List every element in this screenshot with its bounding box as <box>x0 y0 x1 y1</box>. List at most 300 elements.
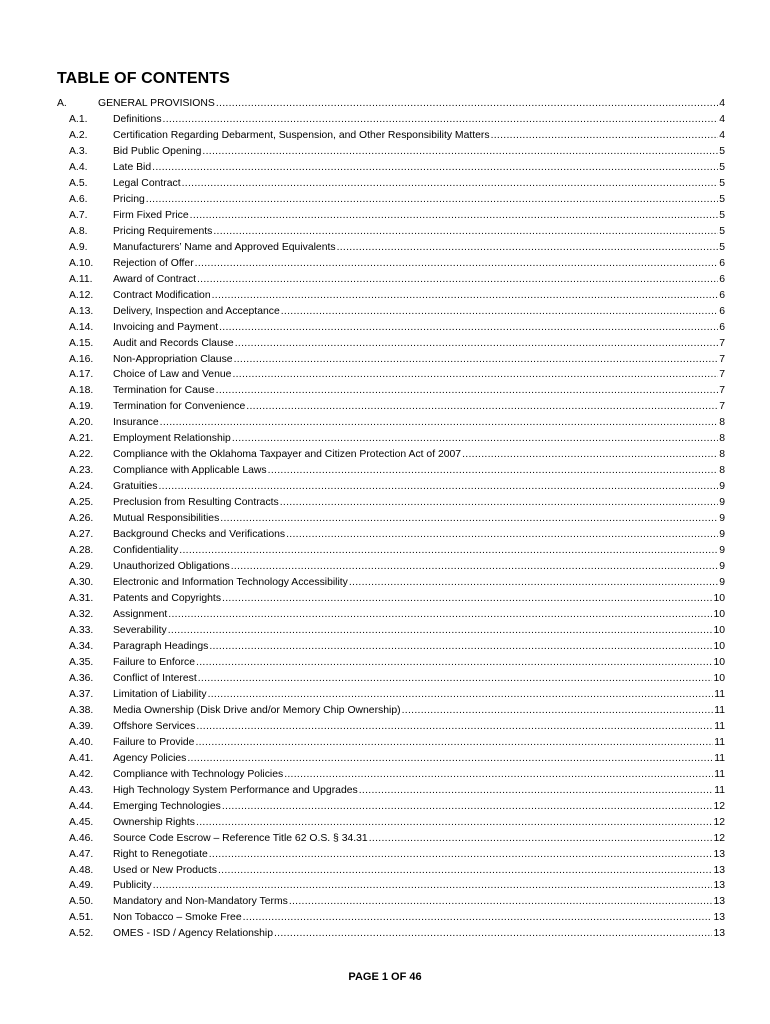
toc-entry <box>113 367 725 383</box>
toc-entry-page: 4 <box>719 98 725 109</box>
toc-entry-page: 10 <box>713 624 725 636</box>
toc-entry-label: Legal Contract <box>113 177 181 189</box>
toc-entry-label: Unauthorized Obligations <box>113 561 230 573</box>
dot-leader <box>274 926 712 942</box>
toc-entry <box>113 671 725 687</box>
toc-entry <box>113 415 725 431</box>
toc-entry <box>113 607 725 623</box>
toc-entry-page: 11 <box>714 768 725 780</box>
toc-entry-label: Late Bid <box>113 161 152 173</box>
toc-entry <box>98 96 725 112</box>
toc-entry-page: 11 <box>714 784 725 796</box>
toc-entry-number: A.4. <box>69 161 88 173</box>
dot-leader <box>196 815 712 831</box>
toc-entry-page: 7 <box>719 385 725 397</box>
toc-list <box>57 96 725 942</box>
toc-entry-label: Audit and Records Clause <box>113 337 234 349</box>
toc-entry-number: A.32. <box>69 609 94 620</box>
toc-entry-label: Agency Policies <box>113 752 187 764</box>
toc-entry <box>113 224 725 240</box>
dot-leader <box>196 655 712 671</box>
toc-entry-label: Choice of Law and Venue <box>113 369 232 381</box>
toc-entry <box>113 112 725 128</box>
toc-entry-row <box>57 639 725 655</box>
dot-leader <box>168 623 713 639</box>
toc-entry-number: A.46. <box>69 832 94 844</box>
toc-entry-page: 9 <box>719 529 725 541</box>
toc-entry-page: 13 <box>713 912 725 924</box>
dot-leader <box>153 878 713 894</box>
toc-entry-row <box>57 687 725 703</box>
dot-leader <box>213 224 718 240</box>
toc-entry-page: 4 <box>719 129 725 141</box>
toc-section-row <box>57 96 725 112</box>
toc-entry-row <box>57 112 725 128</box>
toc-entry-number: A.31. <box>69 593 94 605</box>
toc-entry <box>113 910 725 926</box>
toc-entry-page: 4 <box>719 113 725 125</box>
toc-entry-row <box>57 767 725 783</box>
toc-entry <box>113 288 725 304</box>
toc-entry-page: 11 <box>714 704 725 716</box>
toc-entry-label: Preclusion from Resulting Contracts <box>113 497 279 509</box>
toc-entry-row <box>57 192 725 208</box>
toc-entry-page: 9 <box>719 497 725 509</box>
toc-entry <box>113 160 725 176</box>
dot-leader <box>402 703 714 719</box>
toc-entry-row <box>57 336 725 352</box>
toc-entry-row <box>57 543 725 559</box>
toc-entry-label: Assignment <box>113 609 168 620</box>
toc-entry-number: A.11. <box>69 273 93 285</box>
dot-leader <box>280 495 718 511</box>
dot-leader <box>231 559 719 575</box>
toc-entry-number: A.25. <box>69 497 94 509</box>
toc-entry <box>113 256 725 272</box>
toc-entry-page: 8 <box>719 417 725 429</box>
toc-entry-label: Limitation of Liability <box>113 688 207 700</box>
toc-entry <box>113 719 725 735</box>
toc-entry-row <box>57 352 725 368</box>
dot-leader <box>286 527 718 543</box>
toc-entry <box>113 799 725 815</box>
toc-entry <box>113 176 725 192</box>
toc-entry-row <box>57 527 725 543</box>
toc-entry-row <box>57 399 725 415</box>
toc-entry-page: 7 <box>719 337 725 349</box>
toc-entry-label: Gratuities <box>113 481 158 493</box>
dot-leader <box>168 607 712 623</box>
toc-entry <box>113 703 725 719</box>
toc-entry-label: Offshore Services <box>113 720 196 732</box>
toc-entry-page: 8 <box>719 449 725 461</box>
toc-entry <box>113 863 725 879</box>
toc-entry-page: 9 <box>719 481 725 493</box>
toc-entry-row <box>57 591 725 607</box>
dot-leader <box>160 415 719 431</box>
toc-entry-row <box>57 256 725 272</box>
toc-entry-label: Delivery, Inspection and Acceptance <box>113 305 280 317</box>
dot-leader <box>232 431 718 447</box>
toc-entry-number: A.47. <box>69 848 94 860</box>
toc-entry-row <box>57 224 725 240</box>
toc-entry <box>113 831 725 847</box>
toc-entry-page: 9 <box>719 561 725 573</box>
toc-entry <box>113 495 725 511</box>
toc-entry <box>113 272 725 288</box>
toc-entry <box>113 847 725 863</box>
toc-entry-number: A.23. <box>69 465 94 477</box>
toc-entry-page: 7 <box>719 353 725 365</box>
dot-leader <box>462 447 718 463</box>
toc-entry-row <box>57 623 725 639</box>
dot-leader <box>179 543 718 559</box>
toc-entry-number: A.9. <box>69 241 88 253</box>
dot-leader <box>369 831 713 847</box>
toc-entry-label: Employment Relationship <box>113 433 231 445</box>
toc-entry-number: A.30. <box>69 577 94 589</box>
toc-entry <box>113 655 725 671</box>
toc-entry-row <box>57 320 725 336</box>
toc-entry-row <box>57 447 725 463</box>
toc-entry-label: Termination for Convenience <box>113 401 246 413</box>
toc-entry-page: 13 <box>713 896 725 908</box>
toc-entry <box>113 591 725 607</box>
toc-entry-row <box>57 926 725 942</box>
toc-entry-label: Severability <box>113 624 167 636</box>
toc-entry-label: Bid Public Opening <box>113 145 202 157</box>
toc-entry-number: A.42. <box>69 768 94 780</box>
dot-leader <box>281 304 718 320</box>
toc-entry-number: A.51. <box>69 912 94 924</box>
toc-entry-number: A.38. <box>69 704 94 716</box>
dot-leader <box>209 639 712 655</box>
toc-entry-number: A.49. <box>69 880 94 892</box>
toc-entry <box>113 767 725 783</box>
toc-entry-number: A.6. <box>69 193 88 205</box>
toc-entry-number: A.7. <box>69 209 88 221</box>
toc-entry-number: A.3. <box>69 145 88 157</box>
page-number-footer: PAGE 1 OF 46 <box>348 971 422 983</box>
toc-entry-number: A.1. <box>69 113 88 125</box>
toc-entry-number: A.10. <box>69 257 94 269</box>
toc-entry-number: A.20. <box>69 417 94 429</box>
toc-entry-page: 10 <box>713 609 725 620</box>
toc-entry-number: A.37. <box>69 688 94 700</box>
toc-entry-page: 5 <box>719 241 725 253</box>
toc-entry <box>113 431 725 447</box>
dot-leader <box>197 272 718 288</box>
dot-leader <box>190 208 719 224</box>
toc-entry-page: 12 <box>713 816 725 828</box>
dot-leader <box>232 367 718 383</box>
toc-entry-page: 9 <box>719 513 725 525</box>
toc-entry <box>113 511 725 527</box>
toc-entry-label: Definitions <box>113 113 162 125</box>
toc-entry-row <box>57 783 725 799</box>
toc-entry-row <box>57 799 725 815</box>
toc-entry-page: 13 <box>713 848 725 860</box>
toc-entry-page: 11 <box>714 736 725 748</box>
toc-entry-label: Manufacturers’ Name and Approved Equivalents <box>113 241 336 253</box>
toc-entry <box>113 336 725 352</box>
toc-entry-label: Insurance <box>113 417 159 429</box>
toc-entry-number: A.28. <box>69 545 94 557</box>
toc-entry <box>113 399 725 415</box>
toc-entry-page: 6 <box>719 305 725 317</box>
toc-entry-label: Conflict of Interest <box>113 672 197 684</box>
toc-entry <box>113 463 725 479</box>
toc-entry <box>113 894 725 910</box>
toc-entry-row <box>57 607 725 623</box>
toc-entry <box>113 575 725 591</box>
toc-title: TABLE OF CONTENTS <box>57 70 230 87</box>
toc-entry-label: Rejection of Offer <box>113 257 194 269</box>
toc-entry-label: Failure to Provide <box>113 736 195 748</box>
toc-entry-label: Failure to Enforce <box>113 656 196 668</box>
dot-leader <box>158 479 718 495</box>
toc-entry-row <box>57 735 725 751</box>
toc-entry-number: A. <box>57 98 67 109</box>
dot-leader <box>222 591 712 607</box>
dot-leader <box>235 336 719 352</box>
toc-entry <box>113 447 725 463</box>
toc-entry-page: 10 <box>713 593 725 605</box>
toc-entry-label: Mandatory and Non-Mandatory Terms <box>113 896 288 908</box>
toc-entry-page: 9 <box>719 545 725 557</box>
toc-entry-number: A.40. <box>69 736 94 748</box>
toc-entry-row <box>57 479 725 495</box>
toc-entry <box>113 926 725 942</box>
toc-entry <box>113 352 725 368</box>
dot-leader <box>284 767 713 783</box>
toc-entry-label: Certification Regarding Debarment, Suspension, and Other Responsibility Matters <box>113 129 490 141</box>
toc-entry-number: A.44. <box>69 800 94 812</box>
toc-entry-number: A.34. <box>69 640 94 652</box>
toc-entry <box>113 527 725 543</box>
toc-entry-page: 13 <box>713 928 725 940</box>
toc-entry-page: 11 <box>714 752 725 764</box>
toc-entry-row <box>57 463 725 479</box>
toc-entry-number: A.13. <box>69 305 94 317</box>
toc-entry-label: Publicity <box>113 880 152 892</box>
dot-leader <box>268 463 719 479</box>
toc-entry-page: 11 <box>714 720 725 732</box>
toc-entry-number: A.5. <box>69 177 88 189</box>
toc-entry-label: Award of Contract <box>113 273 196 285</box>
toc-entry-page: 5 <box>719 225 725 237</box>
toc-entry <box>113 543 725 559</box>
toc-entry-page: 8 <box>719 433 725 445</box>
toc-entry-number: A.45. <box>69 816 94 828</box>
toc-entry-page: 8 <box>719 465 725 477</box>
toc-entry-page: 9 <box>719 577 725 589</box>
toc-entry-label: GENERAL PROVISIONS <box>98 98 215 109</box>
toc-entry-row <box>57 910 725 926</box>
toc-entry-number: A.19. <box>69 401 94 413</box>
toc-entry-label: Used or New Products <box>113 864 217 876</box>
toc-entry-page: 11 <box>714 688 725 700</box>
toc-entry-label: Background Checks and Verifications <box>113 529 286 541</box>
toc-entry-label: Source Code Escrow – Reference Title 62 O.S. § 34.31 <box>113 832 368 844</box>
toc-entry-label: Non-Appropriation Clause <box>113 353 233 365</box>
dot-leader <box>337 240 719 256</box>
toc-entry-row <box>57 575 725 591</box>
dot-leader <box>152 160 718 176</box>
toc-entry-number: A.41. <box>69 752 94 764</box>
dot-leader <box>216 96 718 112</box>
toc-entry-number: A.18. <box>69 385 94 397</box>
toc-entry-row <box>57 288 725 304</box>
dot-leader <box>182 176 719 192</box>
toc-entry <box>113 783 725 799</box>
dot-leader <box>220 511 718 527</box>
toc-entry-row <box>57 815 725 831</box>
toc-entry-number: A.2. <box>69 129 88 141</box>
toc-entry-row <box>57 831 725 847</box>
toc-entry-label: OMES - ISD / Agency Relationship <box>113 928 273 940</box>
toc-entry-page: 5 <box>719 161 725 173</box>
toc-entry-page: 5 <box>719 177 725 189</box>
dot-leader <box>209 847 713 863</box>
toc-entry-label: Termination for Cause <box>113 385 215 397</box>
dot-leader <box>195 256 719 272</box>
toc-entry <box>113 208 725 224</box>
dot-leader <box>187 751 713 767</box>
toc-entry <box>113 144 725 160</box>
toc-entry-label: Electronic and Information Technology Accessibility <box>113 577 348 589</box>
toc-entry-number: A.50. <box>69 896 94 908</box>
toc-entry-row <box>57 719 725 735</box>
toc-entry-number: A.14. <box>69 321 94 333</box>
toc-entry <box>113 383 725 399</box>
toc-entry-number: A.8. <box>69 225 88 237</box>
dot-leader <box>243 910 713 926</box>
toc-entry <box>113 639 725 655</box>
toc-entry-row <box>57 128 725 144</box>
toc-entry-label: Right to Renegotiate <box>113 848 208 860</box>
toc-entry-number: A.33. <box>69 624 94 636</box>
toc-entry-row <box>57 894 725 910</box>
toc-entry-page: 5 <box>719 209 725 221</box>
toc-entry-row <box>57 367 725 383</box>
toc-entry-number: A.39. <box>69 720 94 732</box>
toc-entry-number: A.17. <box>69 369 94 381</box>
dot-leader <box>212 288 719 304</box>
dot-leader <box>146 192 718 208</box>
toc-entry-label: Ownership Rights <box>113 816 196 828</box>
toc-entry-row <box>57 272 725 288</box>
toc-entry-label: Pricing <box>113 193 145 205</box>
toc-entry-number: A.24. <box>69 481 94 493</box>
dot-leader <box>222 799 713 815</box>
toc-entry-label: Contract Modification <box>113 289 211 301</box>
toc-entry-number: A.21. <box>69 433 94 445</box>
toc-entry-row <box>57 383 725 399</box>
toc-entry-page: 13 <box>713 864 725 876</box>
toc-entry <box>113 559 725 575</box>
toc-entry-number: A.27. <box>69 529 94 541</box>
toc-entry-label: Non Tobacco – Smoke Free <box>113 912 242 924</box>
toc-entry-row <box>57 160 725 176</box>
toc-entry-number: A.15. <box>69 337 94 349</box>
toc-entry-number: A.16. <box>69 353 94 365</box>
toc-entry-label: Confidentiality <box>113 545 179 557</box>
toc-entry-row <box>57 144 725 160</box>
toc-entry-number: A.43. <box>69 784 94 796</box>
toc-entry <box>113 751 725 767</box>
toc-entry-page: 13 <box>713 880 725 892</box>
toc-entry-page: 7 <box>719 369 725 381</box>
toc-entry-number: A.22. <box>69 449 94 461</box>
dot-leader <box>246 399 718 415</box>
dot-leader <box>163 112 719 128</box>
toc-entry-number: A.12. <box>69 289 94 301</box>
dot-leader <box>234 352 719 368</box>
toc-entry-label: Invoicing and Payment <box>113 321 219 333</box>
toc-entry-label: Compliance with Technology Policies <box>113 768 284 780</box>
toc-entry-page: 6 <box>719 273 725 285</box>
toc-entry-page: 12 <box>713 800 725 812</box>
toc-entry-number: A.52. <box>69 928 94 940</box>
toc-entry-page: 6 <box>719 289 725 301</box>
toc-entry-number: A.35. <box>69 656 94 668</box>
toc-entry-label: Patents and Copyrights <box>113 593 222 605</box>
toc-entry-label: Compliance with Applicable Laws <box>113 465 267 477</box>
toc-entry <box>113 128 725 144</box>
toc-entry <box>113 304 725 320</box>
toc-entry-row <box>57 863 725 879</box>
toc-entry-label: Pricing Requirements <box>113 225 213 237</box>
toc-entry-row <box>57 208 725 224</box>
toc-entry-row <box>57 495 725 511</box>
dot-leader <box>195 735 713 751</box>
dot-leader <box>289 894 713 910</box>
dot-leader <box>349 575 718 591</box>
toc-entry-page: 6 <box>719 321 725 333</box>
dot-leader <box>359 783 714 799</box>
toc-entry-label: Firm Fixed Price <box>113 209 189 221</box>
toc-entry-page: 5 <box>719 193 725 205</box>
toc-entry-number: A.36. <box>69 672 94 684</box>
toc-entry <box>113 623 725 639</box>
toc-entry-number: A.48. <box>69 864 94 876</box>
toc-entry <box>113 240 725 256</box>
dot-leader <box>202 144 718 160</box>
toc-entry-label: High Technology System Performance and Upgrades <box>113 784 358 796</box>
toc-entry-row <box>57 511 725 527</box>
toc-entry <box>113 687 725 703</box>
toc-entry-page: 10 <box>713 640 725 652</box>
toc-entry-row <box>57 415 725 431</box>
toc-entry-label: Mutual Responsibilities <box>113 513 220 525</box>
dot-leader <box>216 383 719 399</box>
toc-entry-label: Paragraph Headings <box>113 640 209 652</box>
toc-entry <box>113 878 725 894</box>
toc-entry-page: 10 <box>713 672 725 684</box>
toc-entry-row <box>57 671 725 687</box>
toc-entry-page: 7 <box>719 401 725 413</box>
toc-entry <box>113 479 725 495</box>
toc-entry-page: 12 <box>713 832 725 844</box>
dot-leader <box>218 863 712 879</box>
toc-entry-label: Emerging Technologies <box>113 800 221 812</box>
toc-entry-row <box>57 559 725 575</box>
toc-entry-row <box>57 240 725 256</box>
toc-entry <box>113 320 725 336</box>
toc-entry-row <box>57 176 725 192</box>
dot-leader <box>219 320 718 336</box>
